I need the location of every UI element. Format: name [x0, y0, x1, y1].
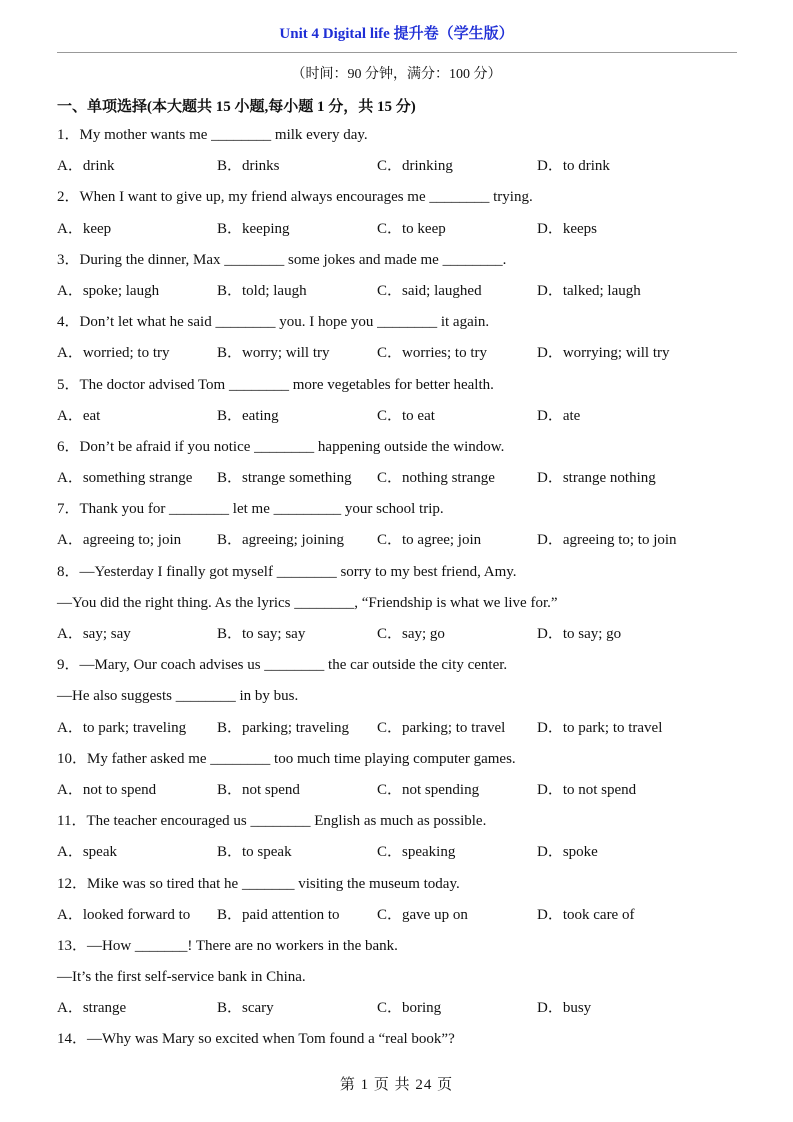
answer-option: B．eating: [217, 407, 279, 424]
answer-option: A．keep: [57, 220, 112, 237]
answer-option: C．to eat: [377, 407, 435, 424]
answer-option: B．told; laugh: [217, 282, 307, 299]
answer-option: B．to speak: [217, 844, 292, 861]
answer-option: B．drinks: [217, 158, 280, 175]
answer-option: C．to keep: [377, 220, 446, 237]
answer-option: A．not to spend: [57, 781, 157, 798]
answer-option: A．to park; traveling: [57, 719, 187, 736]
answer-option: A．strange: [57, 1000, 127, 1017]
answer-options: [57, 904, 747, 935]
answer-option: B．keeping: [217, 220, 290, 237]
question-dialogue-line: —It’s the first self-service bank in China.: [57, 969, 306, 986]
answer-options: [57, 155, 747, 186]
answer-option: D．ate: [537, 407, 581, 424]
question-stem: 8．—Yesterday I finally got myself ________ sorry to my best friend, Amy.: [57, 563, 517, 580]
page-footer: 第 1 页 共 24 页: [339, 1077, 454, 1093]
question-stem: 14．—Why was Mary so excited when Tom found a “real book”?: [57, 1031, 455, 1048]
answer-option: B．worry; will try: [217, 345, 330, 362]
question-stem: 7．Thank you for ________ let me _________ your school trip.: [57, 501, 444, 518]
answer-option: B．not spend: [217, 781, 300, 798]
exam-info: （时间：90 分钟，满分：100 分）: [291, 67, 502, 82]
question-stem: 9．—Mary, Our coach advises us ________ the car outside the city center.: [57, 657, 508, 674]
answer-option: A．spoke; laugh: [57, 282, 160, 299]
answer-option: C．speaking: [377, 844, 456, 861]
answer-option: B．strange something: [217, 470, 352, 487]
answer-option: D．to not spend: [537, 781, 637, 798]
question-dialogue-line: —He also suggests ________ in by bus.: [57, 688, 299, 705]
answer-option: C．gave up on: [377, 906, 468, 923]
answer-option: C．nothing strange: [377, 470, 495, 487]
question-stem: 2．When I want to give up, my friend always encourages me ________ trying.: [57, 189, 533, 206]
answer-option: A．looked forward to: [57, 906, 191, 923]
answer-option: C．not spending: [377, 781, 480, 798]
answer-option: D．to drink: [537, 158, 610, 175]
page-title: Unit 4 Digital life 提升卷（学生版）: [279, 26, 514, 42]
question-stem: 11．The teacher encouraged us ________ English as much as possible.: [57, 813, 487, 830]
answer-option: B．to say; say: [217, 626, 306, 642]
question-list: [57, 124, 747, 1060]
question-stem: 4．Don’t let what he said ________ you. I hope you ________ it again.: [57, 314, 490, 331]
answer-option: D．to say; go: [537, 626, 622, 642]
answer-option: C．drinking: [377, 158, 453, 175]
question-stem: 5．The doctor advised Tom ________ more vegetables for better health.: [57, 376, 494, 393]
answer-options: [57, 467, 747, 498]
answer-option: B．paid attention to: [217, 906, 340, 923]
answer-options: [57, 779, 747, 810]
answer-options: [57, 529, 747, 560]
answer-option: C．boring: [377, 1000, 442, 1017]
question-stem: 10．My father asked me ________ too much time playing computer games.: [57, 750, 516, 767]
answer-option: B．parking; traveling: [217, 719, 350, 736]
answer-options: [57, 623, 747, 654]
question-stem: 6．Don’t be afraid if you notice ________ happening outside the window.: [57, 438, 505, 455]
question-stem: 13．—How _______! There are no workers in the bank.: [57, 937, 398, 954]
answer-option: D．took care of: [537, 906, 635, 923]
answer-option: C．say; go: [377, 626, 445, 642]
answer-option: D．to park; to travel: [537, 719, 663, 736]
answer-option: C．worries; to try: [377, 345, 487, 362]
answer-option: A．agreeing to; join: [57, 532, 182, 549]
answer-option: A．drink: [57, 158, 115, 175]
answer-options: [57, 280, 747, 311]
answer-option: A．something strange: [57, 470, 193, 487]
answer-option: D．worrying; will try: [537, 345, 670, 362]
answer-option: D．keeps: [537, 220, 597, 237]
answer-options: [57, 218, 747, 249]
answer-option: C．parking; to travel: [377, 719, 506, 736]
answer-option: A．eat: [57, 407, 101, 424]
answer-option: A．worried; to try: [57, 345, 170, 362]
answer-options: [57, 342, 747, 373]
answer-options: [57, 997, 747, 1028]
answer-option: D．strange nothing: [537, 470, 656, 487]
answer-option: D．busy: [537, 1000, 592, 1017]
answer-option: C．said; laughed: [377, 282, 482, 299]
answer-option: A．speak: [57, 844, 117, 861]
answer-option: B．scary: [217, 1000, 274, 1017]
answer-option: C．to agree; join: [377, 532, 482, 549]
answer-option: A．say; say: [57, 626, 131, 642]
header-divider: [57, 52, 737, 53]
answer-option: D．spoke: [537, 844, 598, 861]
answer-option: D．talked; laugh: [537, 282, 641, 299]
answer-option: B．agreeing; joining: [217, 532, 345, 549]
question-stem: 3．During the dinner, Max ________ some jokes and made me ________.: [57, 251, 507, 268]
question-stem: 1．My mother wants me ________ milk every day.: [57, 127, 368, 143]
answer-options: [57, 841, 747, 872]
answer-option: D．agreeing to; to join: [537, 532, 677, 549]
answer-options: [57, 405, 747, 436]
answer-options: [57, 717, 747, 748]
question-stem: 12．Mike was so tired that he _______ visiting the museum today.: [57, 875, 460, 892]
section-heading: 一、单项选择(本大题共 15 小题,每小题 1 分，共 15 分): [57, 99, 416, 115]
question-dialogue-line: —You did the right thing. As the lyrics ________, “Friendship is what we live for.”: [57, 594, 558, 611]
